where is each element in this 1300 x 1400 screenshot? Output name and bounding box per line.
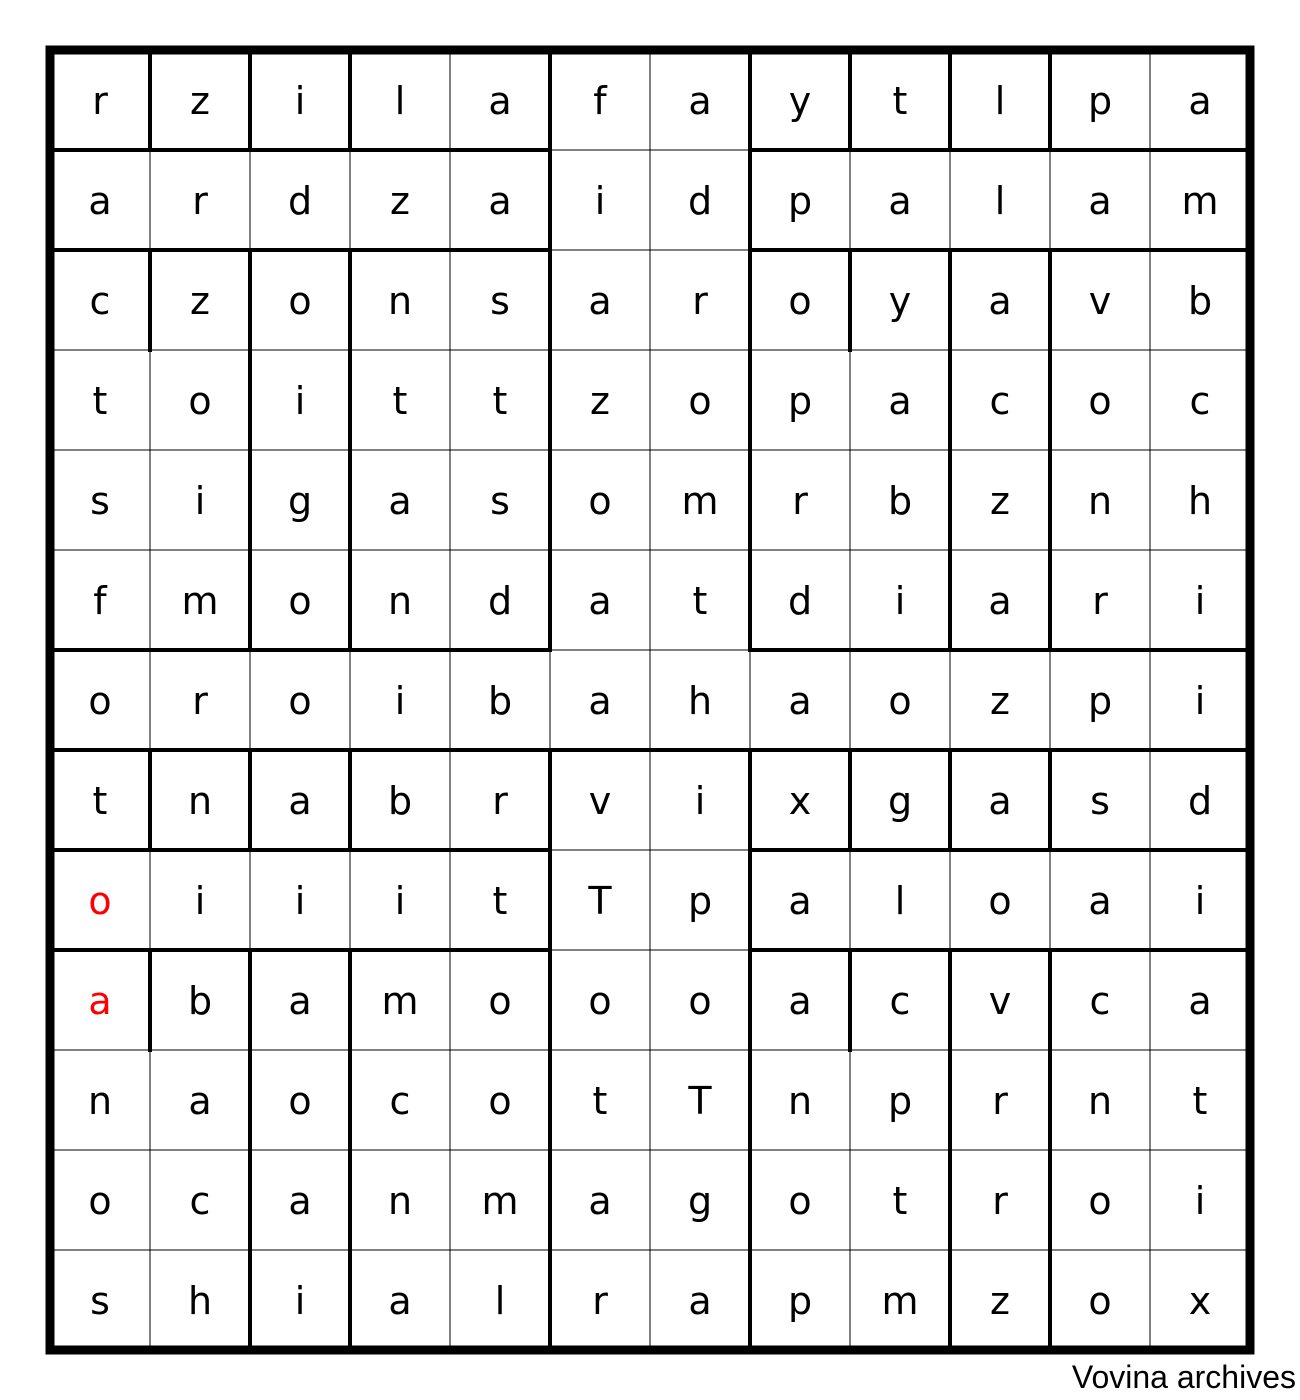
grid-letter: a bbox=[688, 1279, 712, 1323]
grid-letter: t bbox=[692, 579, 708, 623]
grid-letter: p bbox=[687, 879, 713, 923]
grid-letter: o bbox=[988, 879, 1012, 923]
grid-letter: z bbox=[190, 279, 210, 323]
grid-letter: a bbox=[388, 479, 412, 523]
grid-letter: l bbox=[994, 79, 1006, 123]
grid-letter: i bbox=[1194, 879, 1206, 923]
grid-letter: a bbox=[888, 379, 912, 423]
grid-letter: o bbox=[888, 679, 912, 723]
grid-letter: r bbox=[92, 79, 108, 123]
grid-letter: m bbox=[681, 479, 719, 523]
grid-letter: g bbox=[287, 479, 313, 523]
grid-letter: z bbox=[590, 379, 610, 423]
grid-letter: v bbox=[1088, 279, 1112, 323]
grid-letter: T bbox=[688, 1079, 712, 1123]
grid-letter: p bbox=[787, 1279, 813, 1323]
grid-letter: i bbox=[294, 879, 306, 923]
grid-letter: o bbox=[788, 279, 812, 323]
grid-letter: p bbox=[1087, 79, 1113, 123]
grid-letter: p bbox=[787, 379, 813, 423]
grid-letter: z bbox=[990, 1279, 1010, 1323]
grid-letter: v bbox=[988, 979, 1012, 1023]
grid-letter: s bbox=[90, 1279, 110, 1323]
grid-letter: i bbox=[594, 179, 606, 223]
grid-letter: s bbox=[490, 279, 510, 323]
grid-letter: d bbox=[687, 179, 713, 223]
grid-letter: i bbox=[194, 879, 206, 923]
grid-letter: i bbox=[694, 779, 706, 823]
grid-letter: i bbox=[1194, 579, 1206, 623]
grid-letter: r bbox=[692, 279, 708, 323]
grid-letter: f bbox=[593, 79, 607, 123]
grid-letter: o bbox=[1088, 379, 1112, 423]
grid-letter: a bbox=[188, 1079, 212, 1123]
grid-letter: c bbox=[89, 279, 111, 323]
grid-letter: l bbox=[894, 879, 906, 923]
grid-letter: a bbox=[888, 179, 912, 223]
word-search-grid bbox=[45, 45, 1255, 1355]
grid-letter: a bbox=[88, 979, 112, 1023]
grid-letter: p bbox=[787, 179, 813, 223]
grid-letter: z bbox=[190, 79, 210, 123]
grid-letter: m bbox=[881, 1279, 919, 1323]
grid-letter: v bbox=[588, 779, 612, 823]
grid-letter: g bbox=[887, 779, 913, 823]
grid-letter: h bbox=[687, 679, 713, 723]
grid-letter: o bbox=[488, 1079, 512, 1123]
grid-letter: n bbox=[87, 1079, 113, 1123]
grid-letter: b bbox=[387, 779, 413, 823]
grid-letter: n bbox=[387, 1179, 413, 1223]
grid-letter: b bbox=[887, 479, 913, 523]
grid-letter: i bbox=[294, 379, 306, 423]
grid-letter: n bbox=[787, 1079, 813, 1123]
grid-letter: r bbox=[1092, 579, 1108, 623]
grid-letter: l bbox=[394, 79, 406, 123]
grid-letter: x bbox=[1188, 1279, 1212, 1323]
grid-letter: c bbox=[1189, 379, 1211, 423]
grid-letter: b bbox=[487, 679, 513, 723]
grid-letter: z bbox=[990, 479, 1010, 523]
grid-letter: t bbox=[92, 379, 108, 423]
grid-letter: a bbox=[88, 179, 112, 223]
grid-letter: a bbox=[288, 979, 312, 1023]
grid-letter: i bbox=[394, 679, 406, 723]
grid-letter: n bbox=[1087, 479, 1113, 523]
grid-letter: o bbox=[288, 279, 312, 323]
grid-letter: a bbox=[288, 1179, 312, 1223]
grid-letter: y bbox=[888, 279, 912, 323]
grid-letter: d bbox=[787, 579, 813, 623]
grid-letter: o bbox=[588, 479, 612, 523]
grid-letter: c bbox=[1089, 979, 1111, 1023]
grid-letter: r bbox=[192, 679, 208, 723]
grid-letter: a bbox=[588, 579, 612, 623]
grid-letter: a bbox=[488, 79, 512, 123]
grid-letter: h bbox=[1187, 479, 1213, 523]
grid-letter: o bbox=[88, 679, 112, 723]
grid-letter: o bbox=[688, 379, 712, 423]
grid-letter: p bbox=[887, 1079, 913, 1123]
grid-letter: c bbox=[989, 379, 1011, 423]
grid-letter: o bbox=[288, 679, 312, 723]
grid-letter: n bbox=[387, 579, 413, 623]
grid-letter: a bbox=[988, 579, 1012, 623]
grid-letter: a bbox=[1088, 879, 1112, 923]
grid-letter: s bbox=[490, 479, 510, 523]
grid-letter: a bbox=[388, 1279, 412, 1323]
grid-letter: r bbox=[992, 1179, 1008, 1223]
grid-letter: l bbox=[994, 179, 1006, 223]
grid-letter: o bbox=[88, 1179, 112, 1223]
grid-letter: i bbox=[294, 1279, 306, 1323]
grid-letter: T bbox=[588, 879, 612, 923]
grid-letter: a bbox=[988, 279, 1012, 323]
grid-letter: a bbox=[288, 779, 312, 823]
grid-letter: a bbox=[588, 1179, 612, 1223]
grid-letter: d bbox=[287, 179, 313, 223]
grid-letter: a bbox=[1188, 79, 1212, 123]
grid-letter: r bbox=[792, 479, 808, 523]
grid-letter: r bbox=[192, 179, 208, 223]
grid-letter: a bbox=[788, 979, 812, 1023]
grid-letter: m bbox=[1181, 179, 1219, 223]
grid-letter: n bbox=[1087, 1079, 1113, 1123]
grid-letter: i bbox=[1194, 1179, 1206, 1223]
grid-letter: s bbox=[90, 479, 110, 523]
grid-letter: x bbox=[788, 779, 812, 823]
grid-letter: t bbox=[892, 1179, 908, 1223]
grid-letter: i bbox=[194, 479, 206, 523]
grid-letter: s bbox=[1090, 779, 1110, 823]
grid-letter: a bbox=[588, 679, 612, 723]
grid-letter: o bbox=[688, 979, 712, 1023]
grid-letter: a bbox=[688, 79, 712, 123]
grid-letter: n bbox=[187, 779, 213, 823]
grid-letter: o bbox=[788, 1179, 812, 1223]
grid-letter: r bbox=[992, 1079, 1008, 1123]
grid-letter: i bbox=[894, 579, 906, 623]
grid-letter: z bbox=[990, 679, 1010, 723]
grid-letter: r bbox=[492, 779, 508, 823]
grid-letter: o bbox=[1088, 1279, 1112, 1323]
grid-letter: d bbox=[487, 579, 513, 623]
credit-label: Vovina archives bbox=[1071, 1359, 1296, 1395]
grid-letter: o bbox=[88, 879, 112, 923]
grid-letter: p bbox=[1087, 679, 1113, 723]
grid-letter: m bbox=[381, 979, 419, 1023]
grid-letter: o bbox=[188, 379, 212, 423]
grid-letter: o bbox=[488, 979, 512, 1023]
grid-letter: a bbox=[1088, 179, 1112, 223]
grid-letter: d bbox=[1187, 779, 1213, 823]
grid-letter: t bbox=[492, 379, 508, 423]
grid-letter: a bbox=[1188, 979, 1212, 1023]
grid-letter: o bbox=[288, 579, 312, 623]
grid-letter: t bbox=[92, 779, 108, 823]
grid-letter: m bbox=[181, 579, 219, 623]
grid-letter: i bbox=[294, 79, 306, 123]
grid-letter: f bbox=[93, 579, 107, 623]
grid-letter: t bbox=[392, 379, 408, 423]
grid-letter: r bbox=[592, 1279, 608, 1323]
grid-letter: a bbox=[588, 279, 612, 323]
grid-letter: n bbox=[387, 279, 413, 323]
grid-letter: t bbox=[492, 879, 508, 923]
grid-letter: y bbox=[788, 79, 812, 123]
grid-letter: g bbox=[687, 1179, 713, 1223]
grid-letter: i bbox=[1194, 679, 1206, 723]
grid-letter: l bbox=[494, 1279, 506, 1323]
grid-letter: m bbox=[481, 1179, 519, 1223]
grid-letter: c bbox=[889, 979, 911, 1023]
grid-letter: b bbox=[1187, 279, 1213, 323]
grid-letter: z bbox=[390, 179, 410, 223]
grid-letter: b bbox=[187, 979, 213, 1023]
grid-letter: t bbox=[592, 1079, 608, 1123]
grid-letter: a bbox=[788, 679, 812, 723]
grid-letter: a bbox=[788, 879, 812, 923]
grid-letter: c bbox=[389, 1079, 411, 1123]
grid-letter: i bbox=[394, 879, 406, 923]
grid-letter: t bbox=[1192, 1079, 1208, 1123]
grid-letter: h bbox=[187, 1279, 213, 1323]
grid-letter: a bbox=[988, 779, 1012, 823]
grid-letter: c bbox=[189, 1179, 211, 1223]
grid-letter: o bbox=[1088, 1179, 1112, 1223]
grid-letter: t bbox=[892, 79, 908, 123]
grid-letter: o bbox=[588, 979, 612, 1023]
grid-letter: a bbox=[488, 179, 512, 223]
grid-letter: o bbox=[288, 1079, 312, 1123]
